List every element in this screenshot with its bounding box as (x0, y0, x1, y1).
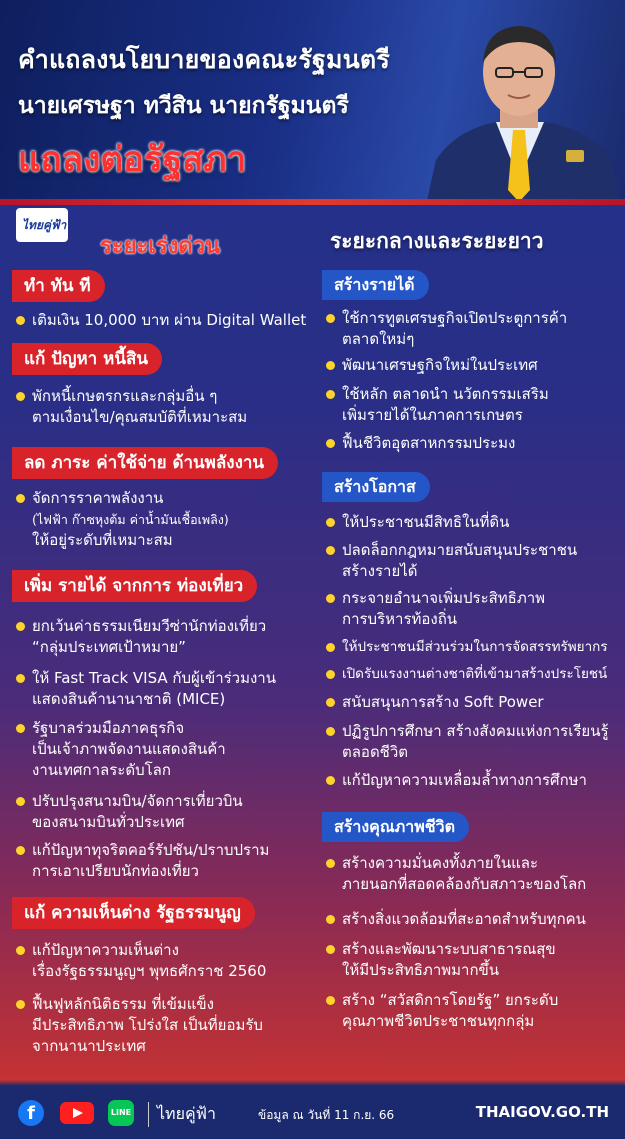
footer-bar (0, 1086, 625, 1139)
list-item: แก้ปัญหาทุจริตคอร์รัปชัน/ปราบปราม การเอาเปรียบนักท่องเที่ยว (14, 840, 314, 882)
right-column-heading: ระยะกลางและระยะยาว (330, 229, 544, 253)
title-line-1: คำแถลงนโยบายของคณะรัฐมนตรี (18, 45, 390, 74)
list-item: แก้ปัญหาความเหลื่อมล้ำทางการศึกษา (324, 770, 622, 791)
list-item: จัดการราคาพลังงาน (ไฟฟ้า ก๊าซหุงต้ม ค่าน้ำมันเชื้อเพลิง) ให้อยู่ระดับที่เหมาะสม (14, 488, 314, 551)
list-item: ปรับปรุงสนามบิน/จัดการเที่ยวบิน ของสนามบินทั่วประเทศ (14, 791, 314, 833)
title-line-3: แถลงต่อรัฐสภา (18, 140, 247, 180)
line-icon[interactable]: LINE (108, 1100, 134, 1126)
list-item: เปิดรับแรงงานต่างชาติที่เข้ามาสร้างประโยชน์ (324, 664, 622, 685)
header-banner (0, 0, 625, 205)
list-item: ปลดล็อกกฎหมายสนับสนุนประชาชน สร้างรายได้ (324, 540, 622, 582)
section-label-debt: แก้ ปัญหา หนี้สิน (12, 343, 162, 375)
section-label-income: สร้างรายได้ (322, 270, 429, 300)
section-label-energy: ลด ภาระ ค่าใช้จ่าย ด้านพลังงาน (12, 447, 278, 479)
list-item: สร้าง “สวัสดิการโดยรัฐ” ยกระดับ คุณภาพชีวิตประชาชนทุกกลุ่ม (324, 990, 622, 1032)
section-label-constitution: แก้ ความเห็นต่าง รัฐธรรมนูญ (12, 897, 255, 929)
list-item: ฟื้นชีวิตอุตสาหกรรมประมง (324, 433, 622, 454)
thaikufah-logo: ไทยคู่ฟ้า (16, 208, 68, 242)
list-item: ฟื้นฟูหลักนิติธรรม ที่เข้มแข็ง มีประสิทธิภาพ โปร่งใส เป็นที่ยอมรับ จากนานาประเทศ (14, 994, 314, 1057)
section-label-opportunity: สร้างโอกาส (322, 472, 430, 502)
list-item: เติมเงิน 10,000 บาท ผ่าน Digital Wallet (14, 310, 314, 331)
section-label-act-now: ทำ ทัน ที (12, 270, 105, 302)
list-item: แก้ปัญหาความเห็นต่าง เรื่องรัฐธรรมนูญฯ พุทธศักราช 2560 (14, 940, 314, 982)
section-label-tourism: เพิ่ม รายได้ จากการ ท่องเที่ยว (12, 570, 257, 602)
list-item: กระจายอำนาจเพิ่มประสิทธิภาพ การบริหารท้องถิ่น (324, 588, 622, 630)
list-item: สนับสนุนการสร้าง Soft Power (324, 692, 622, 713)
list-item: ให้ประชาชนมีส่วนร่วมในการจัดสรรทรัพยากร (324, 637, 622, 658)
list-item: ใช้การทูตเศรษฐกิจเปิดประตูการค้า ตลาดใหม่ๆ (324, 308, 622, 350)
list-item: พักหนี้เกษตรกรและกลุ่มอื่น ๆ ตามเงื่อนไข/คุณสมบัติที่เหมาะสม (14, 386, 314, 428)
footer-brand: ไทยคู่ฟ้า (148, 1102, 216, 1127)
list-item: สร้างและพัฒนาระบบสาธารณสุข ให้มีประสิทธิภาพมากขึ้น (324, 939, 622, 981)
list-item: ให้ Fast Track VISA กับผู้เข้าร่วมงาน แสดงสินค้านานาชาติ (MICE) (14, 668, 314, 710)
section-label-quality-of-life: สร้างคุณภาพชีวิต (322, 812, 469, 842)
footer-website[interactable]: THAIGOV.GO.TH (475, 1103, 609, 1121)
list-item: รัฐบาลร่วมมือภาคธุรกิจ เป็นเจ้าภาพจัดงานแสดงสินค้า งานเทศกาลระดับโลก (14, 718, 314, 781)
title-line-2: นายเศรษฐา ทวีสิน นายกรัฐมนตรี (18, 93, 349, 119)
left-column-heading: ระยะเร่งด่วน (100, 234, 221, 259)
list-item: ปฏิรูปการศึกษา สร้างสังคมแห่งการเรียนรู้ ตลอดชีวิต (324, 721, 622, 763)
list-item: พัฒนาเศรษฐกิจใหม่ในประเทศ (324, 355, 622, 376)
list-item: สร้างความมั่นคงทั้งภายในและ ภายนอกที่สอดคล้องกับสภาวะของโลก (324, 853, 622, 895)
footer-date: ข้อมูล ณ วันที่ 11 ก.ย. 66 (258, 1108, 395, 1122)
list-item: ให้ประชาชนมีสิทธิในที่ดิน (324, 512, 622, 533)
list-item: สร้างสิ่งแวดล้อมที่สะอาดสำหรับทุกคน (324, 909, 622, 930)
youtube-icon[interactable] (60, 1102, 94, 1124)
list-item: ยกเว้นค่าธรรมเนียมวีซ่านักท่องเที่ยว “กลุ่มประเทศเป้าหมาย” (14, 616, 314, 658)
prime-minister-portrait (416, 10, 621, 205)
facebook-icon[interactable]: f (18, 1100, 44, 1126)
list-item: ใช้หลัก ตลาดนำ นวัตกรรมเสริม เพิ่มรายได้ในภาคการเกษตร (324, 384, 622, 426)
